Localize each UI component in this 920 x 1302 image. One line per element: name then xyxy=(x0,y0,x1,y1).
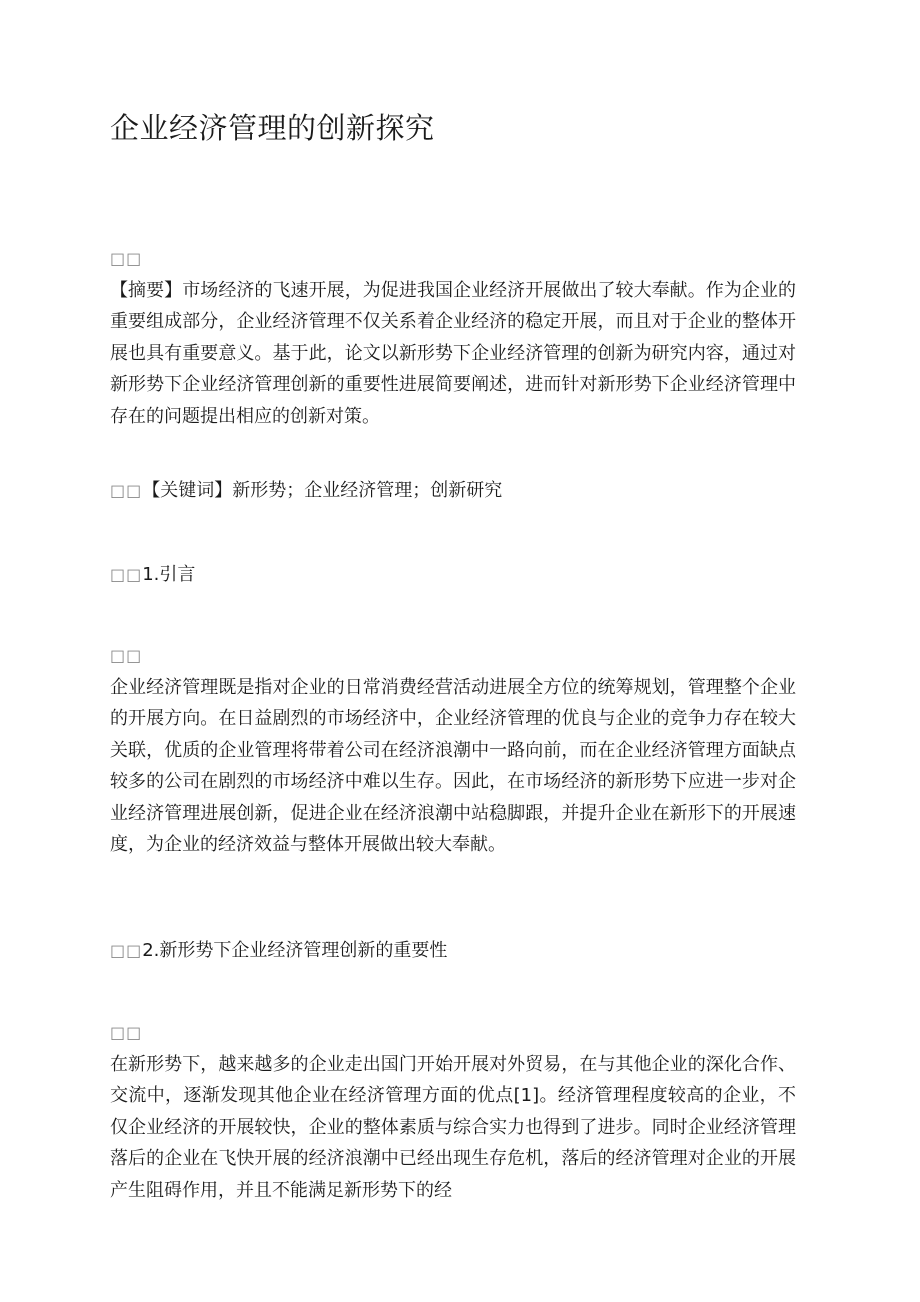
section1-text: 企业经济管理既是指对企业的日常消费经营活动进展全方位的统筹规划，管理整个企业的开展方向。在日益剧烈的市场经济中，企业经济管理的优良与企业的竞争力存在较大关联，优质的企业管理将带着公司在经济浪潮中一路向前，而在企业经济管理方面缺点较多的公司在剧烈的市场经济中难以生存。因此，在市场经济的新形势下应进一步对企业经济管理进展创新，促进企业在经济浪潮中站稳脚跟，并提升企业在新形下的开展速度，为企业的经济效益与整体开展做出较大奉献。 xyxy=(110,676,796,855)
paragraph-marker: □□ xyxy=(110,481,143,500)
section1-heading: 1.引言 xyxy=(142,564,196,585)
keywords-text: 【关键词】新形势；企业经济管理；创新研究 xyxy=(142,480,503,501)
section2-text: 在新形势下，越来越多的企业走出国门开始开展对外贸易，在与其他企业的深化合作、交流中，逐渐发现其他企业在经济管理方面的优点[1]。经济管理程度较高的企业，不仅企业经济的开展较快，企业的整体素质与综合实力也得到了进步。同时企业经济管理落后的企业在飞快开展的经济浪潮中已经出现生存危机，落后的经济管理对企业的开展产生阻碍作用，并且不能满足新形势下的经 xyxy=(110,1053,796,1201)
paragraph-marker: □□ xyxy=(110,249,143,268)
paragraph-marker: □□ xyxy=(110,1023,143,1042)
section2-block xyxy=(110,1017,796,1206)
paragraph-marker: □□ xyxy=(110,565,143,584)
section1-heading-line xyxy=(110,559,796,591)
paragraph-marker: □□ xyxy=(110,646,143,665)
abstract-text: 【摘要】市场经济的飞速开展，为促进我国企业经济开展做出了较大奉献。作为企业的重要组成部分，企业经济管理不仅关系着企业经济的稳定开展，而且对于企业的整体开展也具有重要意义。基于此，论文以新形势下企业经济管理的创新为研究内容，通过对新形势下企业经济管理创新的重要性进展简要阐述，进而针对新形势下企业经济管理中存在的问题提出相应的创新对策。 xyxy=(110,279,796,427)
keywords-line xyxy=(110,475,796,507)
paragraph-marker: □□ xyxy=(110,941,143,960)
section1-block xyxy=(110,640,796,861)
section2-heading: 2.新形势下企业经济管理创新的重要性 xyxy=(142,940,448,961)
abstract-block xyxy=(110,243,796,432)
section2-heading-line xyxy=(110,935,796,967)
document-title: 企业经济管理的创新探究 xyxy=(110,111,435,145)
